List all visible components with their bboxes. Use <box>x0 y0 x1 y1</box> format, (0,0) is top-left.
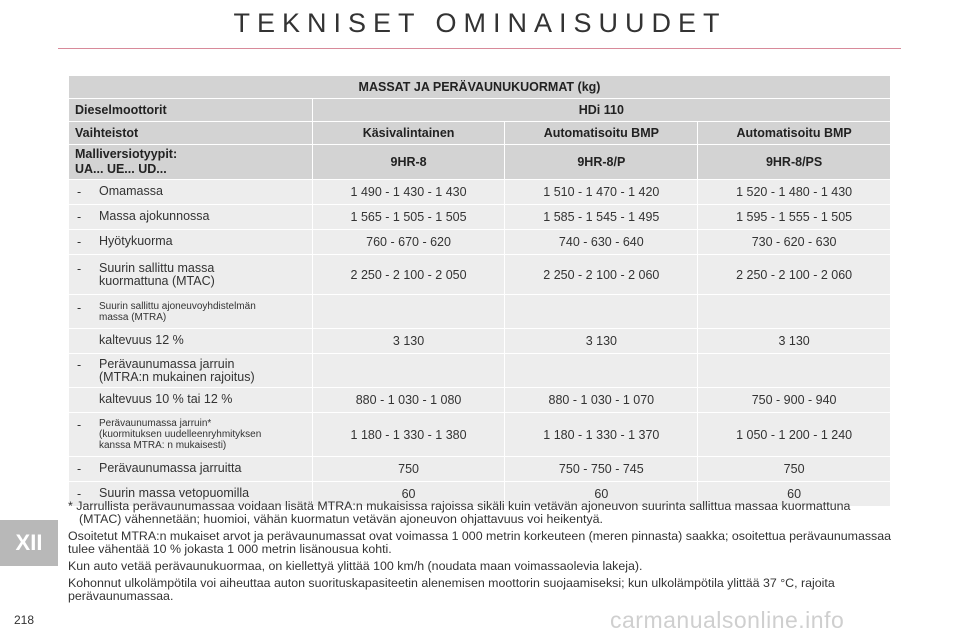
row-value-empty <box>505 354 698 388</box>
row-label: Perävaunumassa jarruitta <box>99 461 242 475</box>
row-value: 740 - 630 - 640 <box>505 230 698 255</box>
row-label-line-1: Perävaunumassa jarruin <box>99 356 235 371</box>
row-label-line-1: Suurin sallittu ajoneuvoyhdistelmän <box>99 300 256 312</box>
row-value: 3 130 <box>698 329 891 354</box>
gearbox-col-1: Käsivalintainen <box>312 122 505 145</box>
version-col-1: 9HR-8 <box>312 145 505 180</box>
version-col-3: 9HR-8/PS <box>698 145 891 180</box>
section-tab: XII <box>0 520 58 566</box>
row-value: 880 - 1 030 - 1 080 <box>312 388 505 413</box>
table-row <box>69 413 891 457</box>
row-label-line-2: massa (MTRA) <box>99 311 167 323</box>
row-label: Suurin massa vetopuomilla <box>99 486 250 500</box>
row-label: Massa ajokunnossa <box>99 209 210 223</box>
row-label: Hyötykuorma <box>99 234 173 248</box>
row-value-empty <box>312 354 505 388</box>
row-value: 750 - 750 - 745 <box>505 457 698 482</box>
row-dash: - <box>77 418 82 432</box>
row-dash: - <box>77 261 82 276</box>
table-row <box>69 354 891 388</box>
row-dash: - <box>77 210 82 224</box>
row-value: 1 180 - 1 330 - 1 380 <box>312 413 505 457</box>
page-number: 218 <box>14 613 35 627</box>
row-dash: - <box>77 357 82 372</box>
version-col-2: 9HR-8/P <box>505 145 698 180</box>
row-value: 1 565 - 1 505 - 1 505 <box>312 205 505 230</box>
table-row <box>69 230 891 255</box>
row-value-empty <box>505 295 698 329</box>
row-label-line-2: kuormattuna (MTAC) <box>99 273 215 288</box>
row-label: Omamassa <box>99 184 163 198</box>
row-label-line-1: Suurin sallittu massa <box>99 260 215 275</box>
engine-value: HDi 110 <box>312 99 890 122</box>
row-value-empty <box>312 295 505 329</box>
gearbox-col-3: Automatisoitu BMP <box>698 122 891 145</box>
versions-label-line-2: UA... UE... UD... <box>75 162 167 176</box>
row-value-empty <box>698 354 891 388</box>
row-value: 3 130 <box>505 329 698 354</box>
row-value: 1 510 - 1 470 - 1 420 <box>505 180 698 205</box>
row-value: 1 520 - 1 480 - 1 430 <box>698 180 891 205</box>
row-value: 60 <box>505 482 698 507</box>
table-row <box>69 329 891 354</box>
row-label-line-2: (MTRA:n mukainen rajoitus) <box>99 369 255 384</box>
page-title: TEKNISET OMINAISUUDET <box>233 8 727 38</box>
table-row <box>69 255 891 295</box>
row-value: 2 250 - 2 100 - 2 060 <box>505 255 698 295</box>
gearbox-col-2: Automatisoitu BMP <box>505 122 698 145</box>
row-dash: - <box>77 462 82 476</box>
mass-table <box>68 75 891 507</box>
row-dash: - <box>77 300 82 315</box>
row-value: 1 180 - 1 330 - 1 370 <box>505 413 698 457</box>
table-title: MASSAT JA PERÄVAUNUKUORMAT (kg) <box>69 76 891 99</box>
row-label-line-1: Perävaunumassa jarruin* <box>99 418 212 429</box>
row-value: 2 250 - 2 100 - 2 060 <box>698 255 891 295</box>
note-paragraph: Kohonnut ulkolämpötila voi aiheuttaa auton suorituskapasiteetin alenemisen moottorin suojaamiseksi; kun ulkolämpötila ylittää 37 °C, rajoita perävaunumassaa. <box>68 576 835 603</box>
table-row <box>69 205 891 230</box>
row-dash: - <box>77 487 82 501</box>
row-value: 60 <box>698 482 891 507</box>
row-value: 1 050 - 1 200 - 1 240 <box>698 413 891 457</box>
row-value: 750 - 900 - 940 <box>698 388 891 413</box>
row-value-empty <box>698 295 891 329</box>
engines-label: Dieselmoottorit <box>69 99 313 122</box>
row-value: 750 <box>312 457 505 482</box>
watermark: carmanualsonline.info <box>610 607 845 633</box>
note-paragraph: Osoitetut MTRA:n mukaiset arvot ja perävaunumassat ovat voimassa 1 000 metrin korkeuteen (meren pinnasta) saakka; osoitettua perävaunumassaa tulee vähentää 10 % jokasta 1 000 metrin lisänousua kohti. <box>68 529 892 556</box>
row-value: 2 250 - 2 100 - 2 050 <box>312 255 505 295</box>
row-value: 1 595 - 1 555 - 1 505 <box>698 205 891 230</box>
row-value: 730 - 620 - 630 <box>698 230 891 255</box>
versions-label-line-1: Malliversiotyypit: <box>75 147 178 161</box>
row-value: 760 - 670 - 620 <box>312 230 505 255</box>
table-row <box>69 388 891 413</box>
note-paragraph: Kun auto vetää perävaunukuormaa, on kiellettyä ylittää 100 km/h (noudata maan voimassaolevia lakeja). <box>68 559 643 573</box>
table-row <box>69 295 891 329</box>
notes <box>68 500 894 607</box>
row-value: 1 490 - 1 430 - 1 430 <box>312 180 505 205</box>
versions-label <box>69 145 313 180</box>
row-value: 60 <box>312 482 505 507</box>
row-dash: - <box>77 235 82 249</box>
row-value: 3 130 <box>312 329 505 354</box>
row-label-line-3: kanssa MTRA: n mukaisesti) <box>99 440 227 451</box>
table-row <box>69 180 891 205</box>
row-label: kaltevuus 10 % tai 12 % <box>99 392 233 406</box>
row-dash: - <box>77 185 82 199</box>
row-value: 880 - 1 030 - 1 070 <box>505 388 698 413</box>
table-row <box>69 457 891 482</box>
footnote: * Jarrullista perävaunumassaa voidaan lisätä MTRA:n mukaisissa rajoissa sikäli kuin vetävän ajoneuvon suurinta sallittua massaa kuormattuna (MTAC) vähennetään; huomioi, vähän kuormatun vetävän ajoneuvon ohjattavuus voi heikentyä. <box>68 499 851 526</box>
gearbox-label: Vaihteistot <box>69 122 313 145</box>
row-value: 750 <box>698 457 891 482</box>
row-label-line-2: (kuormituksen uudelleenryhmityksen <box>99 429 262 440</box>
row-value: 1 585 - 1 545 - 1 495 <box>505 205 698 230</box>
title-divider <box>58 48 901 49</box>
row-label: kaltevuus 12 % <box>99 333 184 347</box>
